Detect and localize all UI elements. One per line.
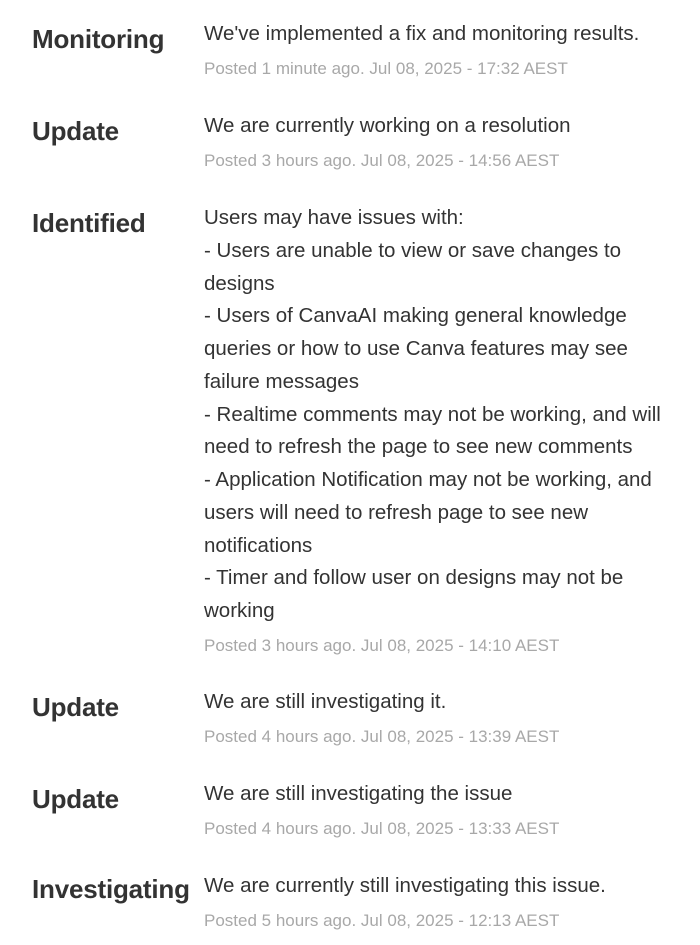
posted-relative: Posted 3 hours ago. — [204, 635, 357, 655]
update-body-line: We've implemented a fix and monitoring results. — [204, 22, 640, 45]
update-content — [204, 778, 680, 839]
update-body-line: - Application Notification may not be working, and — [204, 468, 652, 491]
update-body — [204, 202, 680, 628]
update-body-line: - Users are unable to view or save changes to — [204, 238, 622, 262]
update-status-label: Update — [32, 116, 119, 146]
posted-timestamp: Jul 08, 2025 - 14:56 AEST — [360, 150, 560, 170]
posted-timestamp: Jul 08, 2025 - 13:33 AEST — [360, 818, 560, 838]
posted-meta — [204, 727, 680, 747]
posted-meta — [204, 819, 680, 839]
update-status-label: Investigating — [32, 874, 190, 904]
update-status-label: Update — [32, 784, 119, 814]
posted-relative: Posted 4 hours ago. — [204, 818, 357, 838]
update-body-line: users will need to refresh page to see new — [204, 500, 589, 524]
update-body-line: designs — [204, 271, 275, 295]
update-body-line: - Realtime comments may not be working, and will — [204, 402, 661, 426]
posted-relative: Posted 5 hours ago. — [204, 910, 357, 930]
update-body-line: failure messages — [204, 369, 359, 393]
update-status-label: Monitoring — [32, 24, 165, 54]
update-body — [204, 778, 680, 811]
update-body-line: - Timer and follow user on designs may not be — [204, 566, 624, 590]
posted-meta — [204, 151, 680, 171]
update-body-line: working — [204, 599, 275, 622]
update-body — [204, 870, 680, 903]
update-body-line: need to refresh the page to see new comments — [204, 435, 633, 459]
update-status-label: Update — [32, 692, 119, 722]
update-body-line: We are still investigating it. — [204, 690, 447, 713]
posted-meta — [204, 911, 680, 931]
posted-meta — [204, 636, 680, 656]
update-content — [204, 202, 680, 656]
posted-timestamp: Jul 08, 2025 - 14:10 AEST — [360, 635, 560, 655]
posted-relative: Posted 3 hours ago. — [204, 150, 357, 170]
update-body-line: notifications — [204, 533, 313, 557]
update-body — [204, 110, 680, 143]
update-body-line: We are currently working on a resolution — [204, 114, 571, 137]
posted-meta — [204, 59, 680, 79]
posted-relative: Posted 1 minute ago. — [204, 58, 365, 78]
update-body — [204, 18, 680, 51]
posted-relative: Posted 4 hours ago. — [204, 726, 357, 746]
update-body-line: Users may have issues with: — [204, 206, 464, 229]
update-body-line: queries or how to use Canva features may see — [204, 337, 628, 360]
posted-timestamp: Jul 08, 2025 - 12:13 AEST — [360, 910, 560, 930]
posted-timestamp: Jul 08, 2025 - 17:32 AEST — [369, 58, 568, 78]
update-content — [204, 110, 680, 171]
update-status-label: Identified — [32, 208, 146, 238]
posted-timestamp: Jul 08, 2025 - 13:39 AEST — [360, 726, 560, 746]
update-content — [204, 686, 680, 747]
update-body — [204, 686, 680, 719]
update-content — [204, 18, 680, 79]
update-body-line: We are still investigating the issue — [204, 782, 513, 805]
update-content — [204, 870, 680, 931]
update-body-line: We are currently still investigating this issue. — [204, 874, 606, 897]
update-body-line: - Users of CanvaAI making general knowledge — [204, 304, 627, 328]
